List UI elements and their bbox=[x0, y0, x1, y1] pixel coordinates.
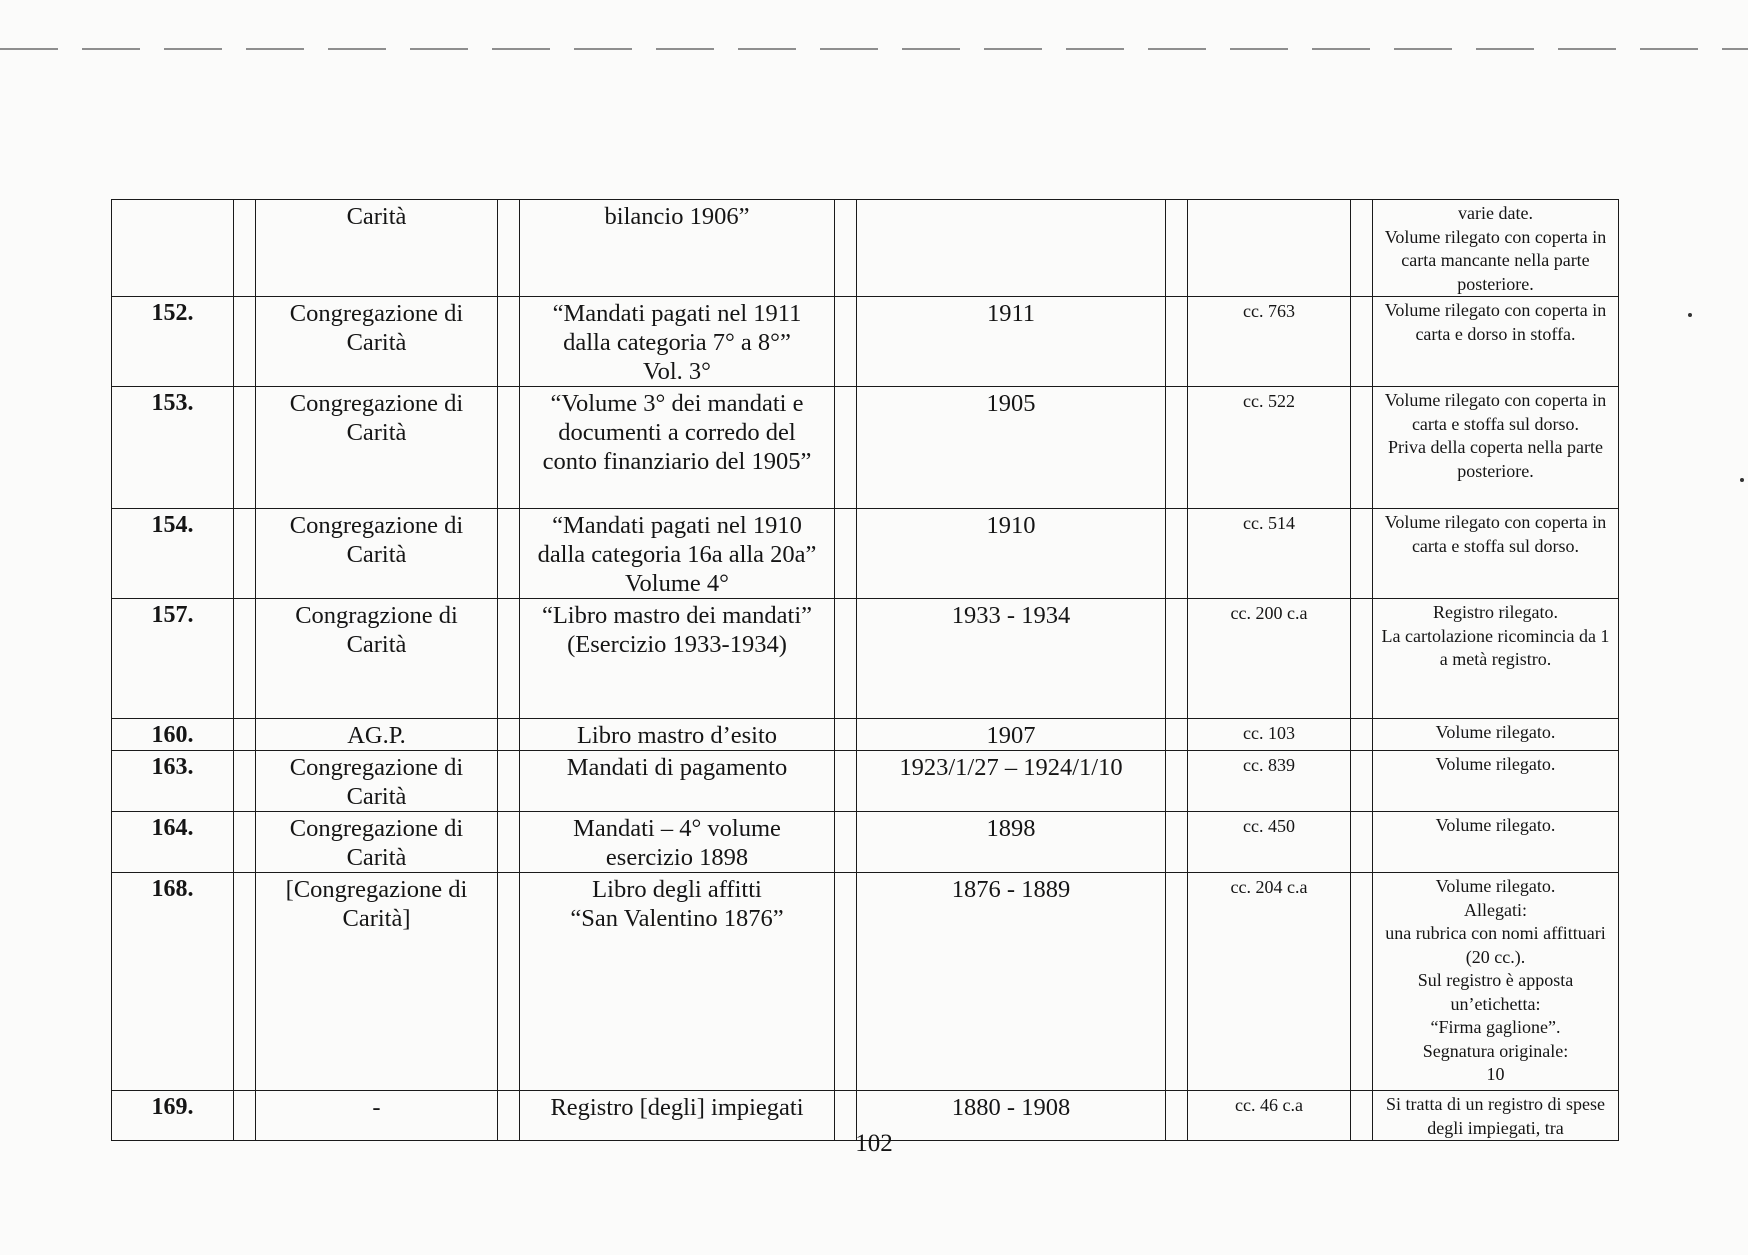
date-cell: 1898 bbox=[857, 812, 1166, 873]
item-number: 164. bbox=[112, 812, 234, 873]
item-number: 154. bbox=[112, 509, 234, 599]
column-separator bbox=[498, 873, 520, 1091]
sheets-cell: cc. 514 bbox=[1188, 509, 1351, 599]
table-row bbox=[112, 873, 1619, 1091]
column-separator bbox=[1166, 873, 1188, 1091]
producer-cell: Congregazione di Carità bbox=[256, 812, 498, 873]
item-number: 169. bbox=[112, 1091, 234, 1141]
column-separator bbox=[1351, 297, 1373, 387]
table-row bbox=[112, 751, 1619, 812]
column-separator bbox=[1166, 719, 1188, 751]
table-row bbox=[112, 297, 1619, 387]
scan-mark bbox=[1688, 313, 1692, 317]
item-number: 153. bbox=[112, 387, 234, 509]
producer-cell: [Congregazione di Carità] bbox=[256, 873, 498, 1091]
column-separator bbox=[1166, 297, 1188, 387]
item-number bbox=[112, 200, 234, 297]
title-cell: “Mandati pagati nel 1910 dalla categoria 16a alla 20a” Volume 4° bbox=[520, 509, 835, 599]
column-separator bbox=[1351, 200, 1373, 297]
column-separator bbox=[234, 719, 256, 751]
notes-cell: Registro rilegato. La cartolazione ricomincia da 1 a metà registro. bbox=[1373, 599, 1619, 719]
column-separator bbox=[1351, 751, 1373, 812]
column-separator bbox=[498, 509, 520, 599]
inventory-table bbox=[111, 199, 1619, 1141]
title-cell: Mandati – 4° volume esercizio 1898 bbox=[520, 812, 835, 873]
title-cell: “Libro mastro dei mandati” (Esercizio 1933-1934) bbox=[520, 599, 835, 719]
producer-cell: AG.P. bbox=[256, 719, 498, 751]
column-separator bbox=[835, 751, 857, 812]
column-separator bbox=[1351, 719, 1373, 751]
date-cell: 1907 bbox=[857, 719, 1166, 751]
title-cell: Mandati di pagamento bbox=[520, 751, 835, 812]
column-separator bbox=[835, 387, 857, 509]
page-number: 102 bbox=[855, 1130, 893, 1157]
column-separator bbox=[1166, 509, 1188, 599]
producer-cell: - bbox=[256, 1091, 498, 1141]
date-cell: 1905 bbox=[857, 387, 1166, 509]
column-separator bbox=[1166, 387, 1188, 509]
column-separator bbox=[1351, 873, 1373, 1091]
notes-cell: Volume rilegato con coperta in carta e stoffa sul dorso. Priva della coperta nella parte posteriore. bbox=[1373, 387, 1619, 509]
producer-cell: Carità bbox=[256, 200, 498, 297]
producer-cell: Congregazione di Carità bbox=[256, 509, 498, 599]
title-cell: Libro mastro d’esito bbox=[520, 719, 835, 751]
notes-cell: Volume rilegato. bbox=[1373, 812, 1619, 873]
column-separator bbox=[498, 297, 520, 387]
column-separator bbox=[1351, 509, 1373, 599]
date-cell: 1876 - 1889 bbox=[857, 873, 1166, 1091]
column-separator bbox=[234, 599, 256, 719]
column-separator bbox=[835, 719, 857, 751]
column-separator bbox=[835, 509, 857, 599]
column-separator bbox=[835, 297, 857, 387]
column-separator bbox=[835, 599, 857, 719]
column-separator bbox=[498, 387, 520, 509]
column-separator bbox=[1166, 751, 1188, 812]
date-cell: 1933 - 1934 bbox=[857, 599, 1166, 719]
column-separator bbox=[234, 509, 256, 599]
scan-top-dashed-line bbox=[0, 0, 1748, 60]
sheets-cell: cc. 522 bbox=[1188, 387, 1351, 509]
title-cell: “Mandati pagati nel 1911 dalla categoria 7° a 8°” Vol. 3° bbox=[520, 297, 835, 387]
column-separator bbox=[1166, 812, 1188, 873]
table-row bbox=[112, 387, 1619, 509]
producer-cell: Congregazione di Carità bbox=[256, 387, 498, 509]
sheets-cell: cc. 839 bbox=[1188, 751, 1351, 812]
item-number: 160. bbox=[112, 719, 234, 751]
date-cell: 1910 bbox=[857, 509, 1166, 599]
item-number: 163. bbox=[112, 751, 234, 812]
notes-cell: Volume rilegato. bbox=[1373, 751, 1619, 812]
column-separator bbox=[1351, 387, 1373, 509]
title-cell: “Volume 3° dei mandati e documenti a corredo del conto finanziario del 1905” bbox=[520, 387, 835, 509]
sheets-cell: cc. 204 c.a bbox=[1188, 873, 1351, 1091]
sheets-cell: cc. 200 c.a bbox=[1188, 599, 1351, 719]
table-row bbox=[112, 200, 1619, 297]
column-separator bbox=[498, 719, 520, 751]
notes-cell: Volume rilegato. bbox=[1373, 719, 1619, 751]
column-separator bbox=[498, 200, 520, 297]
sheets-cell bbox=[1188, 200, 1351, 297]
column-separator bbox=[835, 200, 857, 297]
item-number: 152. bbox=[112, 297, 234, 387]
column-separator bbox=[234, 297, 256, 387]
sheets-cell: cc. 46 c.a bbox=[1188, 1091, 1351, 1141]
column-separator bbox=[234, 751, 256, 812]
column-separator bbox=[835, 873, 857, 1091]
table-row bbox=[112, 719, 1619, 751]
column-separator bbox=[498, 751, 520, 812]
producer-cell: Congregazione di Carità bbox=[256, 751, 498, 812]
producer-cell: Congregazione di Carità bbox=[256, 297, 498, 387]
sheets-cell: cc. 103 bbox=[1188, 719, 1351, 751]
title-cell: Registro [degli] impiegati bbox=[520, 1091, 835, 1141]
title-cell: Libro degli affitti “San Valentino 1876” bbox=[520, 873, 835, 1091]
column-separator bbox=[234, 387, 256, 509]
notes-cell: varie date. Volume rilegato con coperta in carta mancante nella parte posteriore. bbox=[1373, 200, 1619, 297]
sheets-cell: cc. 450 bbox=[1188, 812, 1351, 873]
notes-cell: Volume rilegato con coperta in carta e dorso in stoffa. bbox=[1373, 297, 1619, 387]
column-separator bbox=[498, 599, 520, 719]
column-separator bbox=[1351, 812, 1373, 873]
column-separator bbox=[498, 812, 520, 873]
item-number: 157. bbox=[112, 599, 234, 719]
column-separator bbox=[234, 873, 256, 1091]
table-row bbox=[112, 812, 1619, 873]
producer-cell: Congragzione di Carità bbox=[256, 599, 498, 719]
column-separator bbox=[234, 200, 256, 297]
notes-cell: Si tratta di un registro di spese degli impiegati, tra bbox=[1373, 1091, 1619, 1141]
column-separator bbox=[1351, 599, 1373, 719]
title-cell: bilancio 1906” bbox=[520, 200, 835, 297]
column-separator bbox=[234, 812, 256, 873]
sheets-cell: cc. 763 bbox=[1188, 297, 1351, 387]
scan-mark bbox=[1740, 478, 1744, 482]
table-row bbox=[112, 509, 1619, 599]
date-cell: 1911 bbox=[857, 297, 1166, 387]
item-number: 168. bbox=[112, 873, 234, 1091]
notes-cell: Volume rilegato. Allegati: una rubrica con nomi affittuari (20 cc.). Sul registro è apposta un’etichetta: “Firma gaglione”. Segnatura originale: 10 bbox=[1373, 873, 1619, 1091]
table-row bbox=[112, 599, 1619, 719]
date-cell: 1880 - 1908 bbox=[857, 1091, 1166, 1141]
notes-cell: Volume rilegato con coperta in carta e stoffa sul dorso. bbox=[1373, 509, 1619, 599]
date-cell: 1923/1/27 – 1924/1/10 bbox=[857, 751, 1166, 812]
column-separator bbox=[835, 812, 857, 873]
date-cell bbox=[857, 200, 1166, 297]
column-separator bbox=[1166, 599, 1188, 719]
column-separator bbox=[1166, 200, 1188, 297]
